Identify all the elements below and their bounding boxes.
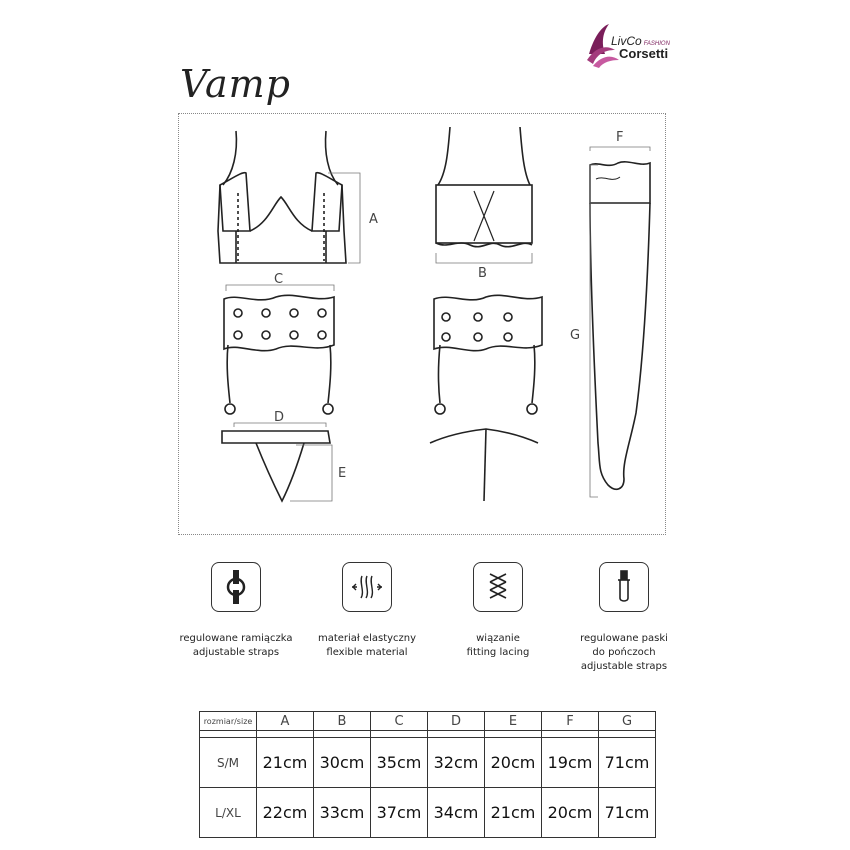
garter-belt-front-drawing xyxy=(224,295,334,414)
value-cell: 21cm xyxy=(257,738,314,788)
thong-back-drawing xyxy=(430,429,538,501)
feature-adjustable-straps xyxy=(166,632,306,660)
value-cell: 21cm xyxy=(485,788,542,838)
product-title: Vamp xyxy=(180,62,291,106)
adjustable-strap-icon xyxy=(211,562,261,612)
dim-label-d: D xyxy=(274,410,285,425)
garter-belt-back-drawing xyxy=(434,295,542,414)
value-cell: 35cm xyxy=(371,738,428,788)
value-cell: 34cm xyxy=(428,788,485,838)
value-cell: 30cm xyxy=(314,738,371,788)
feature-label-pl-2: do pończoch xyxy=(592,647,656,658)
value-cell: 33cm xyxy=(314,788,371,838)
value-cell: 71cm xyxy=(599,738,656,788)
table-row xyxy=(200,738,656,788)
feature-label-en: adjustable straps xyxy=(580,661,668,672)
value-cell: 20cm xyxy=(485,738,542,788)
brand-name-top: LivCo xyxy=(611,34,642,48)
brand-tagline: FASHION xyxy=(643,41,670,47)
dim-label-a: A xyxy=(369,212,378,227)
dim-label-c: C xyxy=(274,272,284,287)
column-header: G xyxy=(599,712,656,731)
thong-front-drawing xyxy=(222,431,330,501)
column-header: F xyxy=(542,712,599,731)
elastic-material-icon xyxy=(342,562,392,612)
feature-label-en: flexible material xyxy=(326,647,408,658)
value-cell: 71cm xyxy=(599,788,656,838)
brand-name-bottom: Corsetti xyxy=(619,46,669,61)
value-cell: 32cm xyxy=(428,738,485,788)
size-table-header xyxy=(200,712,656,731)
feature-label-pl: regulowane paski xyxy=(580,633,668,644)
size-table-corner: rozmiar/size xyxy=(200,712,257,731)
value-cell: 20cm xyxy=(542,788,599,838)
feature-label-en: adjustable straps xyxy=(192,647,280,658)
bra-back-drawing xyxy=(436,127,532,247)
size-table xyxy=(199,711,656,838)
technical-drawings xyxy=(178,113,666,535)
table-row xyxy=(200,788,656,838)
value-cell: 19cm xyxy=(542,738,599,788)
size-cell: L/XL xyxy=(200,788,257,838)
column-header: A xyxy=(257,712,314,731)
dim-label-g: G xyxy=(570,328,581,343)
garter-clip-icon xyxy=(599,562,649,612)
column-header: E xyxy=(485,712,542,731)
feature-label-en: fitting lacing xyxy=(466,647,530,658)
feature-flexible-material xyxy=(297,632,437,660)
bra-front-drawing xyxy=(218,131,346,263)
value-cell: 22cm xyxy=(257,788,314,838)
column-header: D xyxy=(428,712,485,731)
value-cell: 37cm xyxy=(371,788,428,838)
stocking-drawing xyxy=(590,162,650,489)
feature-label-pl: regulowane ramiączka xyxy=(179,633,293,644)
dim-label-f: F xyxy=(616,130,624,145)
feature-fitting-lacing xyxy=(428,632,568,660)
brand-logo xyxy=(585,20,685,70)
dim-label-b: B xyxy=(478,266,487,281)
column-header: B xyxy=(314,712,371,731)
feature-label-pl: wiązanie xyxy=(476,633,520,644)
column-header: C xyxy=(371,712,428,731)
dim-label-e: E xyxy=(338,466,347,481)
feature-label-pl: materiał elastyczny xyxy=(317,633,417,644)
size-cell: S/M xyxy=(200,738,257,788)
lacing-icon xyxy=(473,562,523,612)
feature-stocking-straps xyxy=(554,632,694,674)
